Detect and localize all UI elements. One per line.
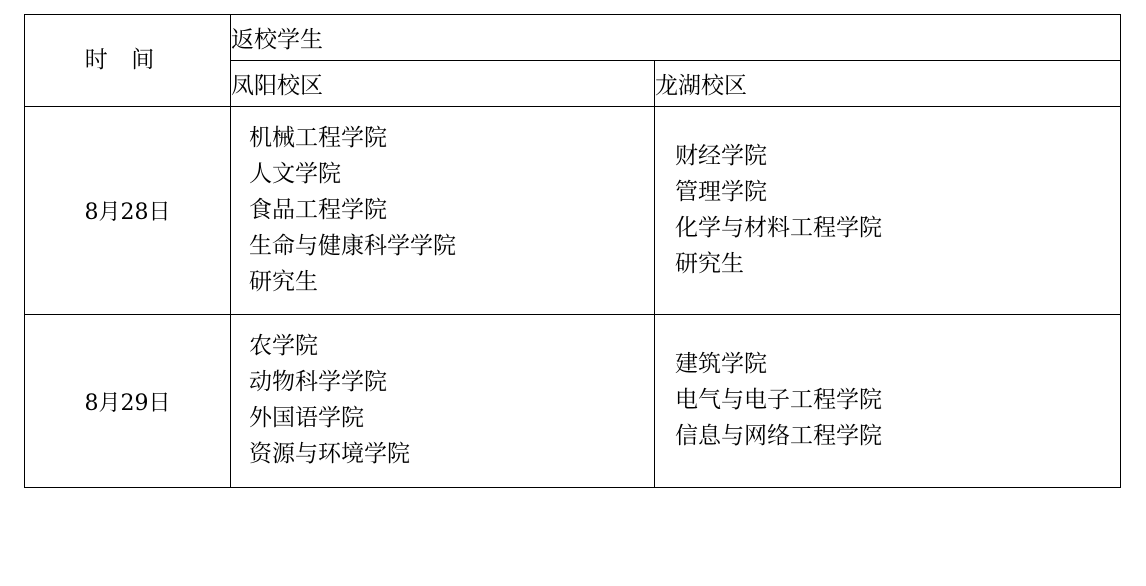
campus-1-header-label: 凤阳校区 <box>231 73 323 99</box>
list-item: 财经学院 <box>675 142 767 169</box>
row-0-campus-2-cell <box>655 107 1121 315</box>
date-label: 8月28日 <box>84 200 171 226</box>
college-list <box>231 107 654 314</box>
row-1-campus-1-cell <box>231 315 655 488</box>
row-0-campus-1-cell <box>231 107 655 315</box>
campus-1-header-cell <box>231 61 655 107</box>
list-item: 外国语学院 <box>249 405 364 432</box>
college-list <box>655 333 1120 469</box>
list-item: 管理学院 <box>675 178 767 205</box>
campus-2-header-cell <box>655 61 1121 107</box>
college-list <box>655 125 1120 297</box>
table-header-row-1 <box>25 15 1121 61</box>
list-item: 信息与网络工程学院 <box>675 423 882 450</box>
row-1-campus-2-cell <box>655 315 1121 488</box>
list-item: 食品工程学院 <box>249 196 387 223</box>
list-item: 资源与环境学院 <box>249 441 410 467</box>
college-list <box>231 315 654 487</box>
list-item: 农学院 <box>249 333 318 360</box>
return-schedule-table <box>24 14 1121 488</box>
list-item: 研究生 <box>249 268 318 295</box>
group-header-label: 返校学生 <box>231 27 323 53</box>
list-item: 生命与健康科学学院 <box>249 232 456 259</box>
table-row <box>25 315 1121 488</box>
row-1-date-cell <box>25 315 231 488</box>
group-header-cell <box>231 15 1121 61</box>
table-row <box>25 107 1121 315</box>
campus-2-header-label: 龙湖校区 <box>655 73 747 99</box>
time-header-label: 时 间 <box>84 47 163 73</box>
row-0-date-cell <box>25 107 231 315</box>
time-header-cell <box>25 15 231 107</box>
date-label: 8月29日 <box>84 390 171 416</box>
list-item: 建筑学院 <box>675 351 767 378</box>
list-item: 电气与电子工程学院 <box>675 387 882 414</box>
list-item: 动物科学学院 <box>249 369 387 396</box>
list-item: 化学与材料工程学院 <box>675 214 882 241</box>
list-item: 研究生 <box>675 250 744 277</box>
list-item: 人文学院 <box>249 160 341 187</box>
list-item: 机械工程学院 <box>249 125 387 151</box>
